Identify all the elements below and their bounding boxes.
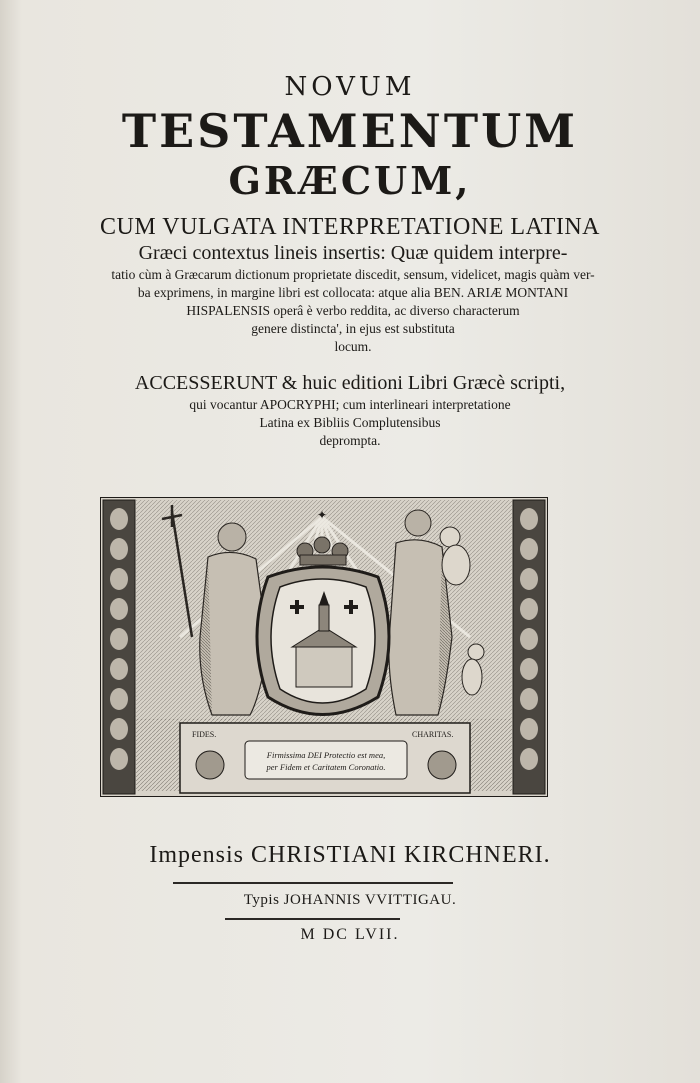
addition-line: ACCESSERUNT & huic editioni Libri Græcè scripti, <box>134 372 566 394</box>
label-charitas: CHARITAS. <box>412 730 454 739</box>
title-line-testamentum: TESTAMENTUM <box>121 104 579 158</box>
svg-text:✦: ✦ <box>316 508 328 522</box>
printer-imprint: Typis JOHANNIS VVITTIGAU. <box>243 892 457 908</box>
right-medallion <box>428 751 456 779</box>
printer-emblem-engraving <box>100 497 548 797</box>
publisher-imprint: Impensis CHRISTIANI KIRCHNERI. <box>149 842 551 868</box>
motto-line-1: Firmissima DEI Protectio est mea, <box>266 750 386 760</box>
description-line: HISPALENSIS operâ è verbo reddita, ac diverso characterum <box>186 303 520 318</box>
description-line: ba exprimens, in margine libri est collocata: atque alia BEN. ARIÆ MONTANI <box>137 285 569 300</box>
imprint-divider-bottom <box>225 918 400 920</box>
description-line: locum. <box>334 339 372 354</box>
description-paragraph <box>60 240 646 356</box>
left-medallion <box>196 751 224 779</box>
title-line-novum: NOVUM <box>284 72 416 102</box>
label-fides: FIDES. <box>192 730 217 739</box>
imprint-divider-top <box>173 882 453 884</box>
addition-line: qui vocantur APOCRYPHI; cum interlineari interpretatione <box>189 397 511 412</box>
description-line: Græci contextus lineis insertis: Quæ quidem interpre- <box>138 242 568 264</box>
coat-of-arms-shield <box>257 567 389 715</box>
subtitle: CUM VULGATA INTERPRETATIONE LATINA <box>99 214 601 240</box>
description-line: tatio cùm à Græcarum dictionum proprietate discedit, sensum, videlicet, magis quàm ver- <box>111 267 595 282</box>
motto-line-2: per Fidem et Caritatem Coronatio. <box>266 762 386 772</box>
emblem-illustration <box>100 497 548 797</box>
description-line: genere distincta', in ejus est substituta <box>251 321 455 336</box>
addition-line: deprompta. <box>319 433 381 448</box>
title-line-graecum: GRÆCUM, <box>228 158 472 203</box>
addition-paragraph <box>70 370 630 450</box>
addition-line: Latina ex Bibliis Complutensibus <box>259 415 441 430</box>
publication-date: M DC LVII. <box>300 926 400 943</box>
